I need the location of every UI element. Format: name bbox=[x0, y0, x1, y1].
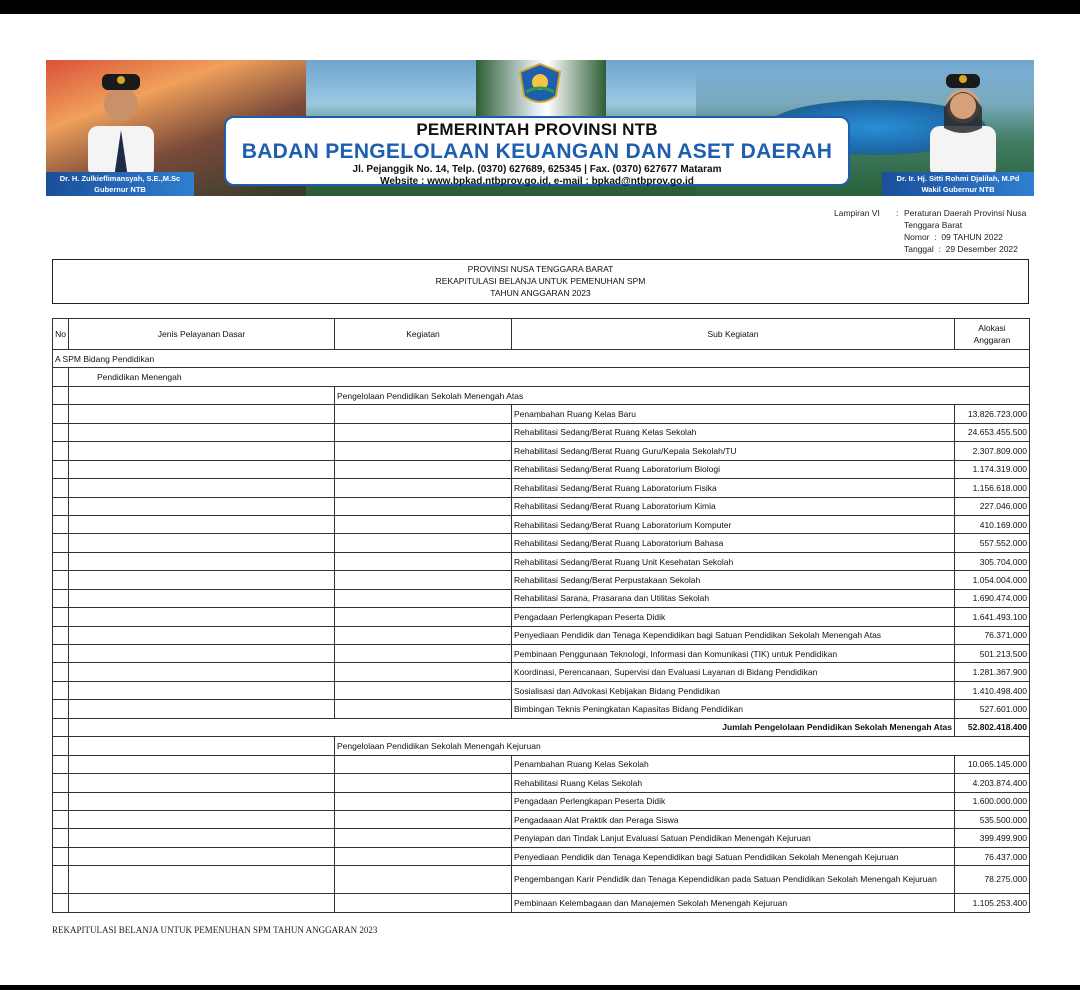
governor-name: Dr. H. Zulkieflimansyah, S.E.,M.Sc bbox=[59, 174, 181, 183]
amount-cell: 501.213.500 bbox=[955, 645, 1030, 663]
table-row bbox=[53, 663, 1030, 681]
sub-kegiatan-cell: Rehabilitasi Sedang/Berat Ruang Laboratorium Komputer bbox=[512, 515, 955, 533]
table-row bbox=[53, 442, 1030, 460]
amount-cell: 24.653.455.500 bbox=[955, 423, 1030, 441]
section-label: A SPM Bidang Pendidikan bbox=[53, 350, 1030, 368]
table-row bbox=[53, 700, 1030, 718]
sub-kegiatan-cell: Pembinaan Kelembagaan dan Manajemen Sekolah Menengah Kejuruan bbox=[512, 894, 955, 912]
footer-caption: REKAPITULASI BELANJA UNTUK PEMENUHAN SPM TAHUN ANGGARAN 2023 bbox=[52, 925, 378, 935]
table-row bbox=[53, 479, 1030, 497]
sub-kegiatan-cell: Rehabilitasi Sedang/Berat Perpustakaan Sekolah bbox=[512, 571, 955, 589]
kegiatan-row bbox=[53, 737, 1030, 755]
table-row bbox=[53, 515, 1030, 533]
amount-cell: 4.203.874.400 bbox=[955, 774, 1030, 792]
table-row bbox=[53, 645, 1030, 663]
agency-title-box bbox=[224, 116, 850, 186]
amount-cell: 399.499.900 bbox=[955, 829, 1030, 847]
spm-budget-table bbox=[52, 318, 1030, 913]
amount-cell: 535.500.000 bbox=[955, 810, 1030, 828]
header-alokasi: Alokasi Anggaran bbox=[955, 319, 1030, 350]
sub-kegiatan-cell: Rehabilitasi Sedang/Berat Ruang Laboratorium Kimia bbox=[512, 497, 955, 515]
table-row bbox=[53, 571, 1030, 589]
amount-cell: 1.105.253.400 bbox=[955, 894, 1030, 912]
sub-kegiatan-cell: Penambahan Ruang Kelas Baru bbox=[512, 405, 955, 423]
amount-cell: 1.281.367.900 bbox=[955, 663, 1030, 681]
table-row bbox=[53, 497, 1030, 515]
vice-governor-photo bbox=[908, 68, 1018, 178]
document-heading bbox=[52, 259, 1029, 304]
amount-cell: 557.552.000 bbox=[955, 534, 1030, 552]
jenis-label: Pendidikan Menengah bbox=[69, 368, 1030, 386]
tanggal-line: Tanggal : 29 Desember 2022 bbox=[904, 244, 1018, 254]
total-label: Jumlah Pengelolaan Pendidikan Sekolah Menengah Atas bbox=[69, 718, 955, 736]
heading-province: PROVINSI NUSA TENGGARA BARAT bbox=[467, 264, 614, 274]
table-header-row bbox=[53, 319, 1030, 350]
table-row bbox=[53, 405, 1030, 423]
amount-cell: 1.156.618.000 bbox=[955, 479, 1030, 497]
amount-cell: 1.641.493.100 bbox=[955, 608, 1030, 626]
table-row bbox=[53, 755, 1030, 773]
sub-kegiatan-cell: Pengadaan Perlengkapan Peserta Didik bbox=[512, 608, 955, 626]
separator: : bbox=[896, 208, 899, 218]
vice-governor-name: Dr. Ir. Hj. Sitti Rohmi Djalilah, M.Pd bbox=[896, 174, 1020, 183]
amount-cell: 1.174.319.000 bbox=[955, 460, 1030, 478]
table-row bbox=[53, 792, 1030, 810]
amount-cell: 227.046.000 bbox=[955, 497, 1030, 515]
lampiran-value-1: Peraturan Daerah Provinsi Nusa bbox=[904, 208, 1027, 218]
governor-photo bbox=[66, 68, 176, 178]
vice-governor-role: Wakil Gubernur NTB bbox=[921, 185, 995, 194]
table-row bbox=[53, 894, 1030, 912]
sub-kegiatan-cell: Rehabilitasi Sedang/Berat Ruang Unit Kesehatan Sekolah bbox=[512, 552, 955, 570]
table-row bbox=[53, 589, 1030, 607]
sub-kegiatan-cell: Pengadaaan Alat Praktik dan Peraga Siswa bbox=[512, 810, 955, 828]
header-no: No bbox=[53, 319, 69, 350]
amount-cell: 76.371.000 bbox=[955, 626, 1030, 644]
section-row bbox=[53, 350, 1030, 368]
sub-kegiatan-cell: Rehabilitasi Sedang/Berat Ruang Laboratorium Bahasa bbox=[512, 534, 955, 552]
lampiran-value-2: Tenggara Barat bbox=[904, 220, 963, 230]
amount-cell: 10.065.145.000 bbox=[955, 755, 1030, 773]
sub-kegiatan-cell: Penyiapan dan Tindak Lanjut Evaluasi Satuan Pendidikan Menengah Kejuruan bbox=[512, 829, 955, 847]
table-row bbox=[53, 847, 1030, 865]
government-title: PEMERINTAH PROVINSI NTB bbox=[416, 120, 658, 139]
sub-kegiatan-cell: Penambahan Ruang Kelas Sekolah bbox=[512, 755, 955, 773]
header-banner bbox=[46, 60, 1034, 196]
nomor-line: Nomor : 09 TAHUN 2022 bbox=[904, 232, 1003, 242]
attachment-info bbox=[834, 207, 1034, 255]
sub-kegiatan-cell: Rehabilitasi Sedang/Berat Ruang Laboratorium Biologi bbox=[512, 460, 955, 478]
kegiatan-row bbox=[53, 386, 1030, 404]
heading-title: REKAPITULASI BELANJA UNTUK PEMENUHAN SPM bbox=[435, 276, 646, 286]
header-sub-kegiatan: Sub Kegiatan bbox=[512, 319, 955, 350]
sub-kegiatan-cell: Rehabilitasi Sarana, Prasarana dan Utilitas Sekolah bbox=[512, 589, 955, 607]
table-row bbox=[53, 423, 1030, 441]
total-amount: 52.802.418.400 bbox=[955, 718, 1030, 736]
amount-cell: 410.169.000 bbox=[955, 515, 1030, 533]
table-row bbox=[53, 774, 1030, 792]
amount-cell: 1.600.000.000 bbox=[955, 792, 1030, 810]
table-row bbox=[53, 534, 1030, 552]
amount-cell: 305.704.000 bbox=[955, 552, 1030, 570]
table-row bbox=[53, 866, 1030, 894]
kegiatan-label: Pengelolaan Pendidikan Sekolah Menengah Kejuruan bbox=[335, 737, 1030, 755]
amount-cell: 1.410.498.400 bbox=[955, 681, 1030, 699]
jenis-row bbox=[53, 368, 1030, 386]
sub-kegiatan-cell: Pengadaan Perlengkapan Peserta Didik bbox=[512, 792, 955, 810]
header-jenis: Jenis Pelayanan Dasar bbox=[69, 319, 335, 350]
table-row bbox=[53, 681, 1030, 699]
sub-kegiatan-cell: Rehabilitasi Sedang/Berat Ruang Kelas Sekolah bbox=[512, 423, 955, 441]
table-row bbox=[53, 810, 1030, 828]
heading-year: TAHUN ANGGARAN 2023 bbox=[490, 288, 591, 298]
table-row bbox=[53, 829, 1030, 847]
top-black-bar bbox=[0, 0, 1080, 14]
sub-kegiatan-cell: Bimbingan Teknis Peningkatan Kapasitas Bidang Pendidikan bbox=[512, 700, 955, 718]
table-row bbox=[53, 460, 1030, 478]
amount-cell: 13.826.723.000 bbox=[955, 405, 1030, 423]
amount-cell: 2.307.809.000 bbox=[955, 442, 1030, 460]
kegiatan-label: Pengelolaan Pendidikan Sekolah Menengah Atas bbox=[335, 386, 1030, 404]
amount-cell: 78.275.000 bbox=[955, 866, 1030, 894]
amount-cell: 527.601.000 bbox=[955, 700, 1030, 718]
agency-address: Jl. Pejanggik No. 14, Telp. (0370) 627689, 625345 | Fax. (0370) 627677 Mataram bbox=[352, 164, 722, 175]
governor-caption bbox=[46, 172, 194, 196]
sub-kegiatan-cell: Rehabilitasi Sedang/Berat Ruang Laboratorium Fisika bbox=[512, 479, 955, 497]
table-row bbox=[53, 626, 1030, 644]
agency-title: BADAN PENGELOLAAN KEUANGAN DAN ASET DAERAH bbox=[241, 140, 833, 163]
bottom-black-bar bbox=[0, 985, 1080, 990]
sub-kegiatan-cell: Penyediaan Pendidik dan Tenaga Kependidikan bagi Satuan Pendidikan Sekolah Menengah Atas bbox=[512, 626, 955, 644]
sub-kegiatan-cell: Sosialisasi dan Advokasi Kebijakan Bidang Pendidikan bbox=[512, 681, 955, 699]
sub-kegiatan-cell: Penyediaan Pendidik dan Tenaga Kependidikan bagi Satuan Pendidikan Sekolah Menengah Kejuruan bbox=[512, 847, 955, 865]
governor-role: Gubernur NTB bbox=[94, 185, 146, 194]
total-row bbox=[53, 718, 1030, 736]
sub-kegiatan-cell: Rehabilitasi Sedang/Berat Ruang Guru/Kepala Sekolah/TU bbox=[512, 442, 955, 460]
agency-contact: Website : www.bpkad.ntbprov.go.id, e-mail : bpkad@ntbprov.go.id bbox=[380, 176, 694, 187]
amount-cell: 76.437.000 bbox=[955, 847, 1030, 865]
table-row bbox=[53, 552, 1030, 570]
sub-kegiatan-cell: Rehabilitasi Ruang Kelas Sekolah bbox=[512, 774, 955, 792]
sub-kegiatan-cell: Koordinasi, Perencanaan, Supervisi dan Evaluasi Layanan di Bidang Pendidikan bbox=[512, 663, 955, 681]
ntb-emblem-icon bbox=[516, 62, 564, 108]
amount-cell: 1.054.004.000 bbox=[955, 571, 1030, 589]
lampiran-label: Lampiran VI bbox=[834, 208, 880, 218]
vice-governor-caption bbox=[882, 172, 1034, 196]
sub-kegiatan-cell: Pengembangan Karir Pendidik dan Tenaga Kependidikan pada Satuan Pendidikan Sekolah Menengah Kejuruan bbox=[512, 866, 955, 894]
sub-kegiatan-cell: Pembinaan Penggunaan Teknologi, Informasi dan Komunikasi (TIK) untuk Pendidikan bbox=[512, 645, 955, 663]
table-row bbox=[53, 608, 1030, 626]
header-kegiatan: Kegiatan bbox=[335, 319, 512, 350]
amount-cell: 1.690.474.000 bbox=[955, 589, 1030, 607]
